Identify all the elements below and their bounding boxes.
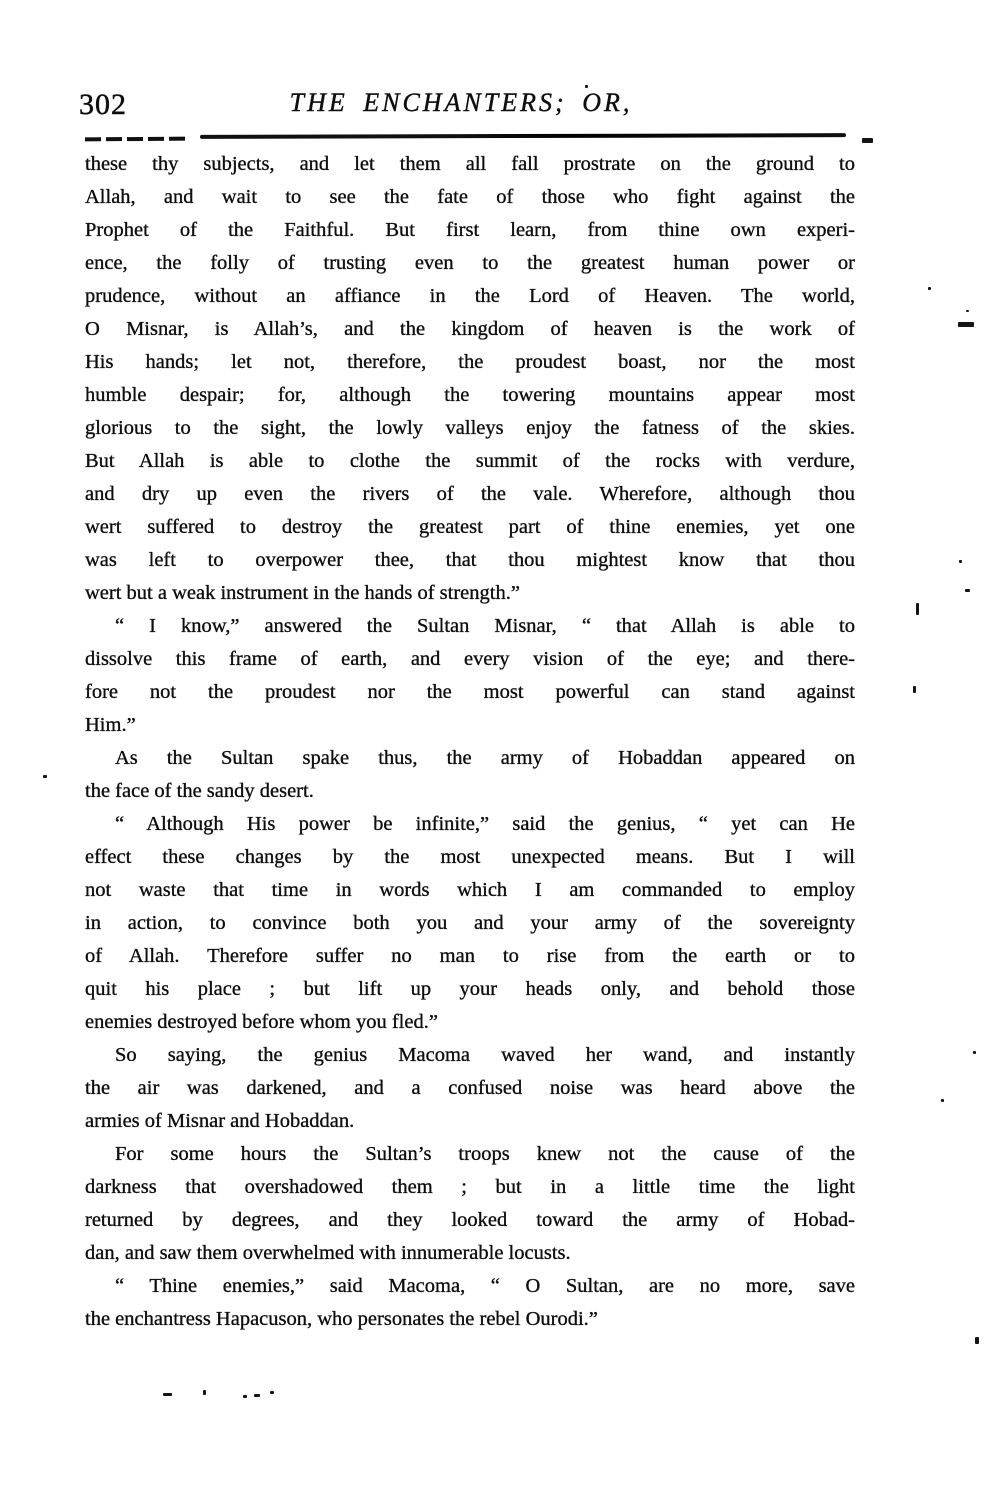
paragraph [85,610,855,742]
text-line: darkness that overshadowed them ; but in a little time the light [85,1176,855,1198]
text-line: and dry up even the rivers of the vale. Wherefore, although thou [85,483,855,505]
scan-speck [270,1391,274,1394]
text-line: “ Although His power be infinite,” said the genius, “ yet can He [115,813,855,835]
text-line: dissolve this frame of earth, and every vision of the eye; and there- [85,648,855,670]
text-line: prudence, without an affiance in the Lord of Heaven. The world, [85,285,855,307]
text-line: Prophet of the Faithful. But first learn, from thine own experi- [85,219,855,241]
text-line: ence, the folly of trusting even to the greatest human power or [85,252,855,274]
text-line: quit his place ; but lift up your heads only, and behold those [85,978,855,1000]
scan-speck [585,85,588,88]
scan-speck [966,310,969,312]
text-line: the air was darkened, and a confused noise was heard above the [85,1077,855,1099]
text-line: wert but a weak instrument in the hands of strength.” [85,582,520,604]
paragraph [85,808,855,1039]
text-line: dan, and saw them overwhelmed with innumerable locusts. [85,1242,571,1264]
text-line: wert suffered to destroy the greatest part of thine enemies, yet one [85,516,855,538]
scan-speck [254,1394,260,1397]
text-line: O Misnar, is Allah’s, and the kingdom of heaven is the work of [85,318,855,340]
scan-speck [862,138,873,143]
scan-speck [965,589,970,592]
scan-speck [913,686,916,693]
paragraph [85,148,855,610]
text-line: fore not the proudest nor the most powerful can stand against [85,681,855,703]
scan-speck [941,1099,944,1102]
scan-speck [916,603,919,615]
scan-speck [243,1395,247,1398]
text-line: was left to overpower thee, that thou mightest know that thou [85,549,855,571]
header-rule-left-segment [85,137,187,142]
text-line: the enchantress Hapacuson, who personates the rebel Ourodi.” [85,1308,598,1330]
text-line: glorious to the sight, the lowly valleys enjoy the fatness of the skies. [85,417,855,439]
text-line: armies of Misnar and Hobaddan. [85,1110,355,1132]
page-number: 302 [79,88,127,121]
header-rule-main-segment [200,133,846,139]
text-line: “ I know,” answered the Sultan Misnar, “ that Allah is able to [115,615,855,637]
text-line: Him.” [85,714,136,736]
paragraph [85,742,855,808]
paragraph [85,1138,855,1270]
scan-speck [959,560,962,563]
body-text [85,148,855,1336]
scan-speck [975,1337,979,1344]
text-line: His hands; let not, therefore, the proudest boast, nor the most [85,351,855,373]
text-line: “ Thine enemies,” said Macoma, “ O Sultan, are no more, save [115,1275,855,1297]
text-line: As the Sultan spake thus, the army of Hobaddan appeared on [115,747,855,769]
text-line: of Allah. Therefore suffer no man to rise from the earth or to [85,945,855,967]
running-title: THE ENCHANTERS; OR, [289,88,633,117]
paragraph [85,1270,855,1336]
text-line: enemies destroyed before whom you fled.” [85,1011,438,1033]
text-line: humble despair; for, although the towering mountains appear most [85,384,855,406]
paragraph [85,1039,855,1138]
text-line: these thy subjects, and let them all fall prostrate on the ground to [85,153,855,175]
text-line: But Allah is able to clothe the summit of the rocks with verdure, [85,450,855,472]
text-line: in action, to convince both you and your army of the sovereignty [85,912,855,934]
scan-speck [163,1393,172,1396]
scan-speck [203,1390,206,1395]
text-line: the face of the sandy desert. [85,780,314,802]
text-line: So saying, the genius Macoma waved her wand, and instantly [115,1044,855,1066]
scan-speck [973,1051,976,1054]
text-line: not waste that time in words which I am commanded to employ [85,879,855,901]
scan-speck [43,775,47,778]
scan-speck [958,322,974,327]
text-line: For some hours the Sultan’s troops knew not the cause of the [115,1143,855,1165]
text-line: returned by degrees, and they looked toward the army of Hobad- [85,1209,855,1231]
text-line: Allah, and wait to see the fate of those who fight against the [85,186,855,208]
scan-speck [928,287,931,290]
text-line: effect these changes by the most unexpected means. But I will [85,846,855,868]
